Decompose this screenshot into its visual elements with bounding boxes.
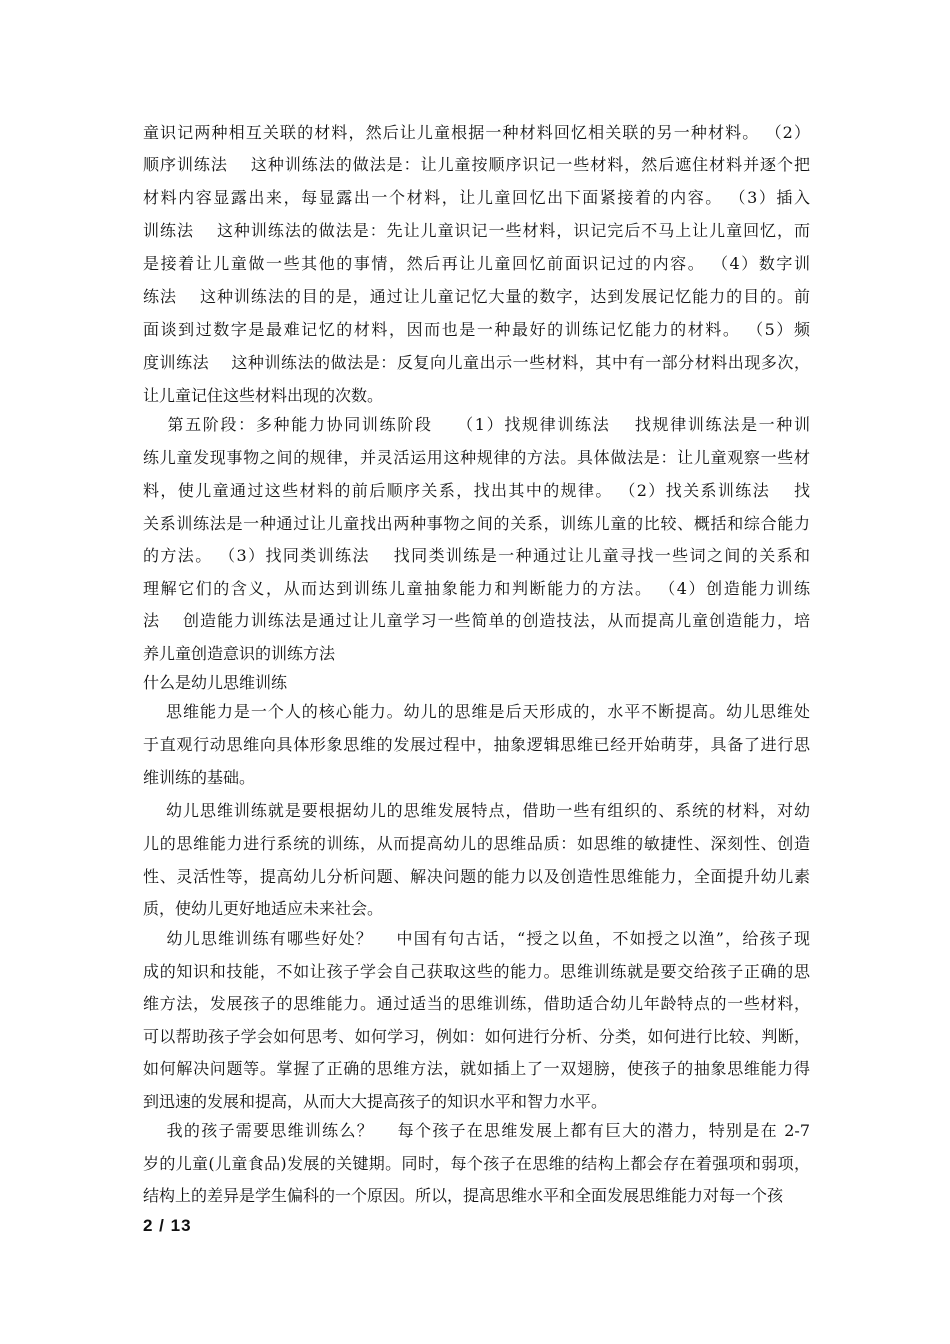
- text-line: 让儿童记住这些材料出现的次数。: [143, 386, 384, 405]
- text-line: 幼儿思维训练有哪些好处？ 中国有句古话，“授之以鱼，不如授之以渔”，给孩子现: [143, 929, 810, 948]
- text-line: 料，使儿童通过这些材料的前后顺序关系，找出其中的规律。 （2）找关系训练法 找: [143, 481, 810, 500]
- text-line: 顺序训练法 这种训练法的做法是：让儿童按顺序识记一些材料，然后遮住材料并逐个把: [143, 155, 810, 174]
- text-line: 可以帮助孩子学会如何思考、如何学习，例如：如何进行分析、分类，如何进行比较、判断，: [143, 1027, 810, 1046]
- text-line: 思维能力是一个人的核心能力。幼儿的思维是后天形成的，水平不断提高。幼儿思维处: [143, 702, 810, 721]
- text-line: 性、灵活性等，提高幼儿分析问题、解决问题的能力以及创造性思维能力，全面提升幼儿素: [143, 867, 810, 886]
- text-line: 结构上的差异是学生偏科的一个原因。所以，提高思维水平和全面发展思维能力对每一个孩: [143, 1186, 784, 1205]
- text-line: 关系训练法是一种通过让儿童找出两种事物之间的关系，训练儿童的比较、概括和综合能力: [143, 514, 810, 533]
- text-line: 训练法 这种训练法的做法是：先让儿童识记一些材料，识记完后不马上让儿童回忆，而: [143, 221, 810, 240]
- text-line: 理解它们的含义，从而达到训练儿童抽象能力和判断能力的方法。 （4）创造能力训练: [143, 579, 810, 598]
- text-line: 练儿童发现事物之间的规律，并灵活运用这种规律的方法。具体做法是：让儿童观察一些材: [143, 448, 810, 467]
- text-line: 什么是幼儿思维训练: [143, 673, 288, 692]
- text-line: 度训练法 这种训练法的做法是：反复向儿童出示一些材料，其中有一部分材料出现多次，: [143, 353, 810, 372]
- text-line: 的方法。 （3）找同类训练法 找同类训练是一种通过让儿童寻找一些词之间的关系和: [143, 546, 810, 565]
- text-line: 面谈到过数字是最难记忆的材料，因而也是一种最好的训练记忆能力的材料。 （5）频: [143, 320, 810, 339]
- text-line: 维方法，发展孩子的思维能力。通过适当的思维训练，借助适合幼儿年龄特点的一些材料，: [143, 994, 810, 1013]
- text-line: 材料内容显露出来，每显露出一个材料，让儿童回忆出下面紧接着的内容。 （3）插入: [143, 188, 810, 207]
- text-line: 于直观行动思维向具体形象思维的发展过程中，抽象逻辑思维已经开始萌芽，具备了进行思: [143, 735, 810, 754]
- text-line: 我的孩子需要思维训练么？ 每个孩子在思维发展上都有巨大的潜力，特别是在 2-7: [143, 1121, 810, 1140]
- text-line: 到迅速的发展和提高，从而大大提高孩子的知识水平和智力水平。: [143, 1092, 608, 1111]
- text-line: 法 创造能力训练法是通过让儿童学习一些简单的创造技法，从而提高儿童创造能力，培: [143, 611, 810, 630]
- page-number: 2 / 13: [143, 1216, 192, 1235]
- text-line: 成的知识和技能，不如让孩子学会自己获取这些的能力。思维训练就是要交给孩子正确的思: [143, 962, 810, 981]
- text-line: 第五阶段：多种能力协同训练阶段 （1）找规律训练法 找规律训练法是一种训: [143, 415, 810, 434]
- text-line: 如何解决问题等。掌握了正确的思维方法，就如插上了一双翅膀，使孩子的抽象思维能力得: [143, 1059, 810, 1078]
- text-line: 维训练的基础。: [143, 768, 256, 787]
- text-line: 儿的思维能力进行系统的训练，从而提高幼儿的思维品质：如思维的敏捷性、深刻性、创造: [143, 834, 810, 853]
- text-line: 养儿童创造意识的训练方法: [143, 644, 336, 663]
- text-line: 练法 这种训练法的目的是，通过让儿童记忆大量的数字，达到发展记忆能力的目的。前: [143, 287, 810, 306]
- text-line: 童识记两种相互关联的材料，然后让儿童根据一种材料回忆相关联的另一种材料。 （2）: [143, 123, 810, 142]
- text-line: 岁的儿童(儿童食品)发展的关键期。同时，每个孩子在思维的结构上都会存在着强项和弱项，: [143, 1154, 810, 1173]
- text-line: 质，使幼儿更好地适应未来社会。: [143, 899, 384, 918]
- text-line: 是接着让儿童做一些其他的事情，然后再让儿童回忆前面识记过的内容。 （4）数字训: [143, 254, 810, 273]
- text-line: 幼儿思维训练就是要根据幼儿的思维发展特点，借助一些有组织的、系统的材料，对幼: [143, 801, 810, 820]
